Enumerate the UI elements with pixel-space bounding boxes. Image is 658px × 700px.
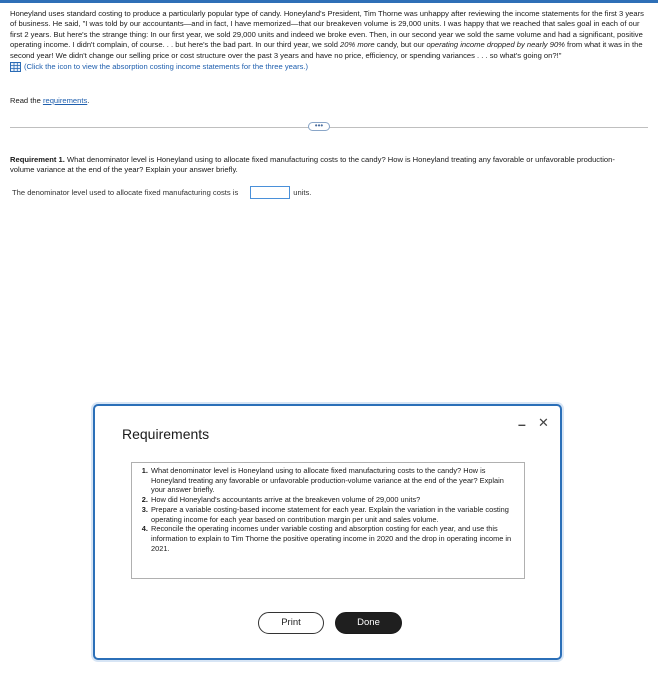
close-icon[interactable]: ✕ [538,415,549,430]
requirement-item: 4. Reconcile the operating incomes under variable costing and absorption costing for each year, and use this information to explain to Tim Thorne the positive operating income in 2020 and the drop in operating income in 2021. [150,524,518,553]
minimize-icon[interactable]: – [518,416,526,432]
problem-text: Honeyland uses standard costing to produce a particularly popular type of candy. Honeyland's President, Tim Thorne was unhappy after reviewing the income statements for the first 3 years of business. He said, "I was told by our accountants—and in fact, I have memorized—that our breakeven volume is 29,000 units. I was happy that we reached that sales goal in each of our first 2 years. But here's the strange thing: In our first year, we sold 29,000 units and indeed we broke even. Then, in our second year we sold the same volume and had a significant, positive operating income. I didn't complain, of course. . . but here's the bad part. In our third year, we sold 20% more candy, but our operating income dropped by nearly 90% from what it was in the second year! We didn't change our selling price or cost structure over the past 3 years and have no price, efficiency, or spending variances . . . so what's going on?!" [10,9,644,60]
requirements-dialog [93,404,562,660]
denominator-unit: units. [293,188,312,197]
requirements-list-box [131,462,525,579]
expand-more-button[interactable]: ••• [308,122,330,131]
icon-instruction-text: (Click the icon to view the absorption costing income statements for the three years.) [24,62,309,72]
data-table-icon[interactable] [10,62,21,72]
problem-statement [10,9,650,72]
requirement-item: 2. How did Honeyland's accountants arrive at the breakeven volume of 29,000 units? [150,495,518,505]
requirements-list [136,466,518,553]
statements-link-row[interactable] [10,62,650,72]
done-button[interactable]: Done [335,612,402,634]
dialog-title: Requirements [122,426,210,442]
requirement-item: 3. Prepare a variable costing-based income statement for each year. Explain the variation in the variable costing operating income for each year based on contribution margin per unit and sales volume. [150,505,518,524]
read-requirements-line: Read the requirements. [10,96,90,105]
denominator-prompt: The denominator level used to allocate fixed manufacturing costs is [12,188,239,197]
requirement-1-label: Requirement 1. [10,155,65,164]
top-accent-bar [0,0,658,3]
print-button[interactable]: Print [258,612,324,634]
denominator-input[interactable] [250,186,290,199]
denominator-answer-row [12,186,311,199]
requirement-item: 1. What denominator level is Honeyland using to allocate fixed manufacturing costs to the candy? How is Honeyland treating any favorable or unfavorable production-volume variance at the end of the year? Explain your answer briefly. [150,466,518,495]
requirements-link[interactable]: requirements [42,96,88,105]
requirement-1-question: Requirement 1. What denominator level is Honeyland using to allocate fixed manufacturing costs to the candy? How is Honeyland treating any favorable or unfavorable production-volume variance at the end of the year? Explain your answer briefly. [10,155,615,174]
